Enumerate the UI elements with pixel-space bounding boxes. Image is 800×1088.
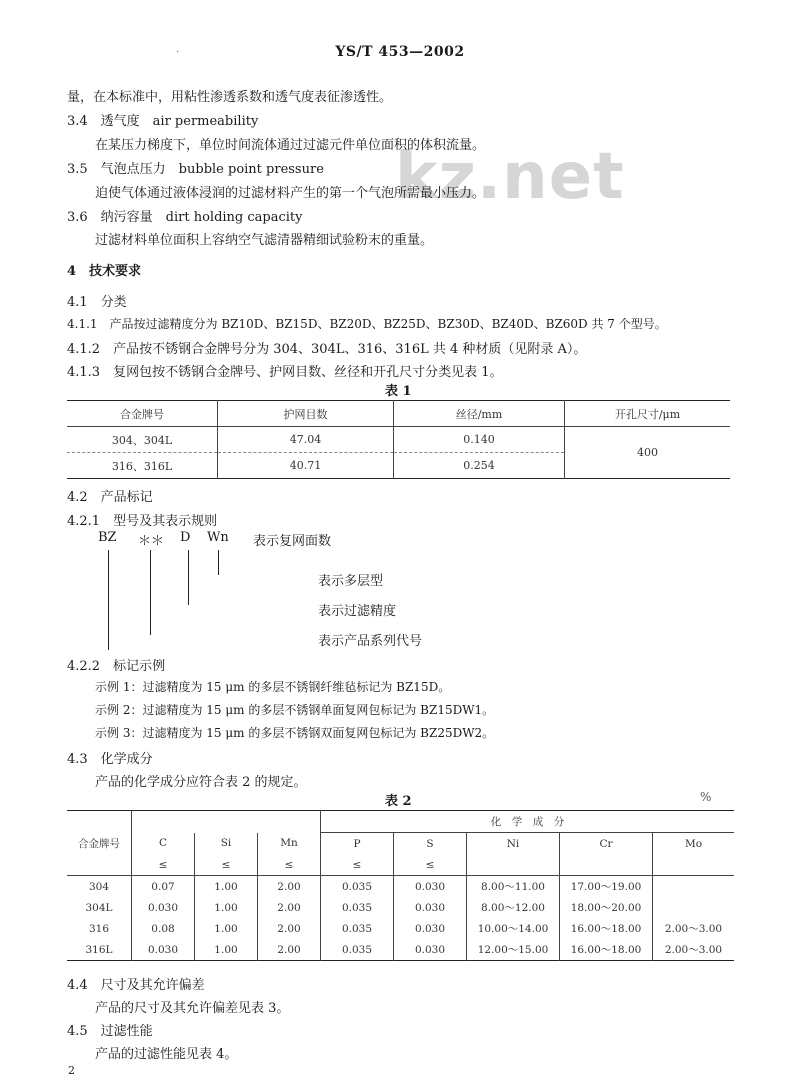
clause-4-4: 4.4 尺寸及其允许偏差 <box>67 978 205 993</box>
table-cell: 0.254 <box>394 453 565 479</box>
table-cell: 304L <box>85 901 113 914</box>
table-unit: ≤ <box>258 854 321 876</box>
code-bz: BZ <box>98 530 117 545</box>
table-cell: 0.140 <box>394 427 565 453</box>
table-cell: 304 <box>88 880 110 893</box>
table-cell: 0.08 <box>132 918 195 939</box>
code-d: D <box>180 530 191 545</box>
label-series-code: 表示产品系列代号 <box>318 634 423 649</box>
table-header: Ni <box>467 833 560 855</box>
table-unit: ≤ <box>394 854 467 876</box>
bracket-line <box>218 550 219 575</box>
table-cell: 2.00 <box>258 939 321 961</box>
text-line: 产品的过滤性能见表 4。 <box>95 1047 238 1062</box>
table-header: 开孔尺寸/μm <box>565 401 731 427</box>
table-cell <box>653 876 735 898</box>
table-cell: 1.00 <box>195 876 258 898</box>
table-cell: 304、304L <box>67 427 218 453</box>
table-cell: 8.00～11.00 <box>467 876 560 898</box>
table-cell: 0.030 <box>132 939 195 961</box>
code-stars: ＊＊ <box>138 534 165 549</box>
table-cell: 1.00 <box>195 918 258 939</box>
table-cell <box>653 897 735 918</box>
bracket-line <box>108 550 109 650</box>
table-unit: ≤ <box>321 854 394 876</box>
bracket-line <box>150 550 151 635</box>
table-cell: 40.71 <box>218 453 394 479</box>
table-cell: 2.00 <box>258 897 321 918</box>
table-cell: 8.00～12.00 <box>467 897 560 918</box>
table-header: Cr <box>560 833 653 855</box>
label-multilayer: 表示多层型 <box>318 574 384 589</box>
text-line: 产品的化学成分应符合表 2 的规定。 <box>95 775 307 790</box>
table-header: Si <box>195 833 258 855</box>
table-header: Mn <box>258 833 321 855</box>
text-line: 迫使气体通过液体浸润的过滤材料产生的第一个气泡所需最小压力。 <box>95 186 486 201</box>
table-cell: 0.030 <box>394 897 467 918</box>
code-wn: Wn <box>207 530 229 545</box>
table-cell: 1.00 <box>195 939 258 961</box>
table-cell: 316、316L <box>111 459 173 473</box>
table-cell: 47.04 <box>218 427 394 453</box>
example-1: 示例 1：过滤精度为 15 μm 的多层不锈钢纤维毡标记为 BZ15D。 <box>95 680 451 694</box>
table-cell: 0.030 <box>394 876 467 898</box>
table-cell: 1.00 <box>195 897 258 918</box>
table-cell: 0.035 <box>321 939 394 961</box>
text-line: 在某压力梯度下，单位时间流体通过过滤元件单位面积的体积流量。 <box>95 138 486 153</box>
table-cell: 16.00～18.00 <box>560 939 653 961</box>
clause-4-1-2: 4.1.2 产品按不锈钢合金牌号分为 304、304L、316、316L 共 4 种材质（见附录 A）。 <box>67 342 587 357</box>
table-cell: 0.035 <box>321 918 394 939</box>
table-header: 丝径/mm <box>394 401 565 427</box>
table-cell: 0.035 <box>321 876 394 898</box>
percent-mark: % <box>700 790 712 804</box>
table-cell: 2.00～3.00 <box>653 939 735 961</box>
scan-dot: · <box>176 47 180 58</box>
table-header: Mo <box>653 833 735 855</box>
table-cell: 16.00～18.00 <box>560 918 653 939</box>
text-line: 过滤材料单位面积上容纳空气滤清器精细试验粉末的重量。 <box>95 233 434 248</box>
table-unit: ≤ <box>132 854 195 876</box>
table-cell: 0.030 <box>132 897 195 918</box>
clause-4-2: 4.2 产品标记 <box>67 490 153 505</box>
page-number: 2 <box>68 1064 75 1077</box>
table-cell-merged: 400 <box>565 427 731 479</box>
table-header: 护网目数 <box>218 401 394 427</box>
table-cell: 18.00～20.00 <box>560 897 653 918</box>
table-cell: 0.07 <box>132 876 195 898</box>
label-precision: 表示过滤精度 <box>318 604 397 619</box>
table-unit: ≤ <box>195 854 258 876</box>
table-header: 合金牌号 <box>67 811 132 876</box>
clause-4-3: 4.3 化学成分 <box>67 752 153 767</box>
section-4-heading: 4 技术要求 <box>67 264 142 279</box>
text-line: 量，在本标准中，用粘性渗透系数和透气度表征渗透性。 <box>67 90 393 105</box>
table-cell: 0.035 <box>321 897 394 918</box>
table-cell: 12.00～15.00 <box>467 939 560 961</box>
table-cell: 17.00～19.00 <box>560 876 653 898</box>
document-header: YS/T 453—2002 <box>335 44 465 60</box>
clause-4-2-2: 4.2.2 标记示例 <box>67 659 166 674</box>
clause-3-5: 3.5 气泡点压力 bubble point pressure <box>67 162 324 177</box>
table-cell: 2.00 <box>258 876 321 898</box>
table-header: C <box>132 833 195 855</box>
table-1-caption: 表 1 <box>385 384 412 399</box>
table-group-header: 化 学 成 分 <box>321 811 735 833</box>
table-cell: 0.030 <box>394 939 467 961</box>
example-3: 示例 3：过滤精度为 15 μm 的多层不锈钢双面复网包标记为 BZ25DW2。 <box>95 726 495 740</box>
clause-4-2-1: 4.2.1 型号及其表示规则 <box>67 514 218 529</box>
table-cell: 316 <box>88 922 110 935</box>
clause-3-4: 3.4 透气度 air permeability <box>67 114 259 129</box>
label-composite-sides: 表示复网面数 <box>253 534 332 549</box>
clause-4-1-1: 4.1.1 产品按过滤精度分为 BZ10D、BZ15D、BZ20D、BZ25D、BZ30D、BZ40D、BZ60D 共 7 个型号。 <box>67 317 667 331</box>
bracket-line <box>188 550 189 605</box>
table-header: 合金牌号 <box>67 401 218 427</box>
clause-4-1: 4.1 分类 <box>67 295 127 310</box>
example-2: 示例 2：过滤精度为 15 μm 的多层不锈钢单面复网包标记为 BZ15DW1。 <box>95 703 495 717</box>
table-cell: 2.00～3.00 <box>653 918 735 939</box>
clause-3-6: 3.6 纳污容量 dirt holding capacity <box>67 210 303 225</box>
table-2-caption: 表 2 <box>385 794 412 809</box>
table-1 <box>67 400 730 479</box>
table-cell: 316L <box>85 943 113 956</box>
clause-4-5: 4.5 过滤性能 <box>67 1024 153 1039</box>
table-2 <box>67 810 734 961</box>
clause-4-1-3: 4.1.3 复网包按不锈钢合金牌号、护网目数、丝径和开孔尺寸分类见表 1。 <box>67 365 503 380</box>
table-cell: 2.00 <box>258 918 321 939</box>
table-cell: 0.030 <box>394 918 467 939</box>
table-header: S <box>394 833 467 855</box>
table-header: P <box>321 833 394 855</box>
table-cell: 10.00～14.00 <box>467 918 560 939</box>
watermark: kz.net <box>395 140 625 214</box>
text-line: 产品的尺寸及其允许偏差见表 3。 <box>95 1001 290 1016</box>
